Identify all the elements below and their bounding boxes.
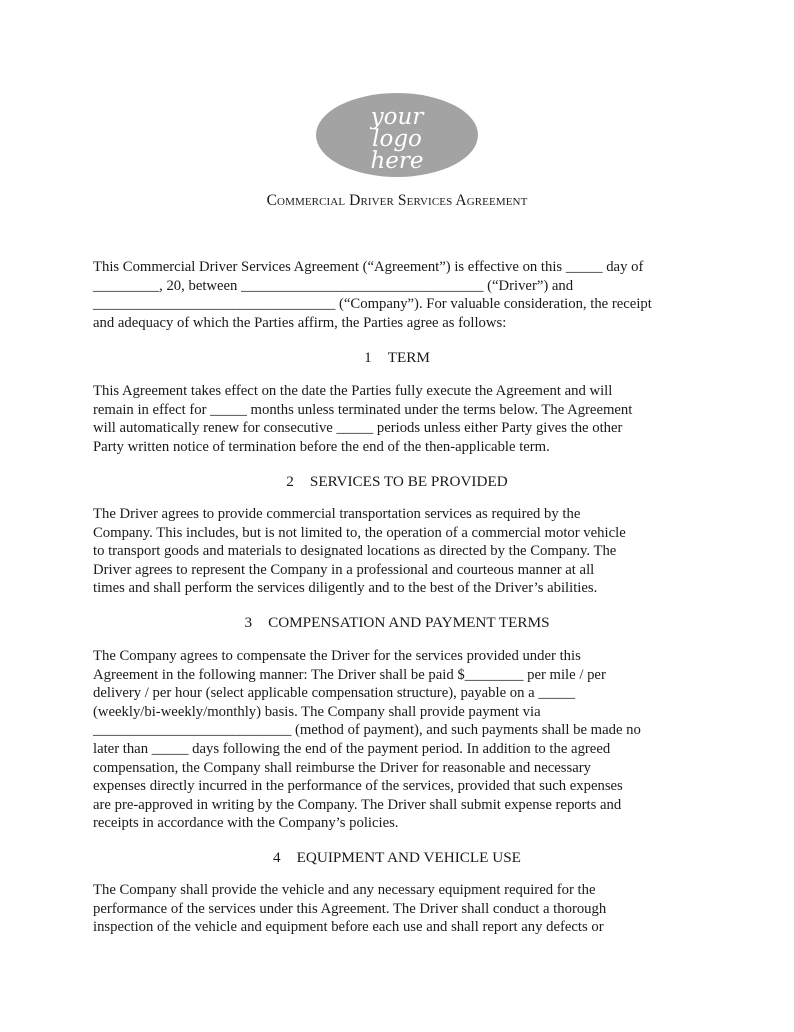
paragraph-line: compensation, the Company shall reimburse the Driver for reasonable and necessary — [93, 759, 591, 776]
section-title: SERVICES TO BE PROVIDED — [309, 473, 508, 490]
section-equipment-paragraph — [93, 881, 713, 937]
section-title: EQUIPMENT AND VEHICLE USE — [296, 849, 521, 866]
logo-line-1: your — [370, 104, 424, 130]
paragraph-line: expenses directly incurred in the performance of the services, provided that such expenses — [93, 778, 623, 795]
paragraph-line: ___________________________ (method of payment), and such payments shall be made no — [93, 722, 641, 739]
paragraph-line: inspection of the vehicle and equipment before each use and shall report any defects or — [93, 919, 604, 936]
section-compensation-paragraph — [93, 647, 713, 833]
paragraph-line: are pre-approved in writing by the Company. The Driver shall submit expense reports and — [93, 796, 622, 813]
section-number: 1 — [364, 349, 372, 366]
section-title: COMPENSATION AND PAYMENT TERMS — [268, 614, 550, 631]
section-term-paragraph — [93, 382, 713, 456]
logo-script-text — [316, 93, 478, 177]
paragraph-line: Party written notice of termination before the end of the then-applicable term. — [93, 438, 550, 455]
section-heading-compensation — [0, 613, 794, 633]
paragraph-line: receipts in accordance with the Company’s policies. — [93, 815, 399, 832]
section-services-paragraph — [93, 505, 713, 598]
section-number: 3 — [244, 614, 253, 631]
paragraph-line: and adequacy of which the Parties affirm, the Parties agree as follows: — [93, 314, 507, 331]
section-number: 2 — [286, 473, 294, 490]
paragraph-line: Agreement in the following manner: The Driver shall be paid $________ per mile / per — [93, 666, 606, 683]
section-heading-term — [0, 348, 794, 368]
logo-placeholder — [316, 93, 478, 177]
paragraph-line: remain in effect for _____ months unless terminated under the terms below. The Agreement — [93, 401, 633, 418]
paragraph-line: Driver agrees to represent the Company in a professional and courteous manner at all — [93, 561, 595, 578]
paragraph-line: This Agreement takes effect on the date the Parties fully execute the Agreement and will — [93, 383, 613, 399]
paragraph-line: This Commercial Driver Services Agreement (“Agreement”) is effective on this _____ day of — [93, 259, 644, 275]
section-heading-services — [0, 472, 794, 492]
paragraph-line: _________, 20, between _________________________________ (“Driver”) and — [93, 277, 574, 294]
logo-line-3: here — [370, 148, 424, 174]
paragraph-line: _________________________________ (“Company”). For valuable consideration, the receipt — [93, 296, 652, 313]
logo-line-2: logo — [372, 126, 422, 152]
section-heading-equipment — [0, 848, 794, 868]
paragraph-line: performance of the services under this Agreement. The Driver shall conduct a thorough — [93, 900, 607, 917]
paragraph-line: later than _____ days following the end of the payment period. In addition to the agreed — [93, 740, 611, 757]
paragraph-line: The Driver agrees to provide commercial transportation services as required by the — [93, 506, 581, 522]
document-title: Commercial Driver Services Agreement — [266, 192, 528, 209]
paragraph-line: will automatically renew for consecutive _____ periods unless either Party gives the other — [93, 420, 623, 437]
paragraph-line: Company. This includes, but is not limited to, the operation of a commercial motor vehicle — [93, 524, 626, 541]
paragraph-line: The Company shall provide the vehicle and any necessary equipment required for the — [93, 882, 596, 898]
intro-paragraph — [93, 258, 713, 332]
paragraph-line: The Company agrees to compensate the Driver for the services provided under this — [93, 648, 581, 664]
paragraph-line: delivery / per hour (select applicable compensation structure), payable on a _____ — [93, 685, 576, 702]
section-title: TERM — [387, 349, 430, 366]
paragraph-line: (weekly/bi-weekly/monthly) basis. The Company shall provide payment via — [93, 703, 541, 720]
paragraph-line: to transport goods and materials to designated locations as directed by the Company. The — [93, 543, 617, 560]
paragraph-line: times and shall perform the services diligently and to the best of the Driver’s abilities. — [93, 580, 598, 597]
section-number: 4 — [273, 849, 281, 866]
